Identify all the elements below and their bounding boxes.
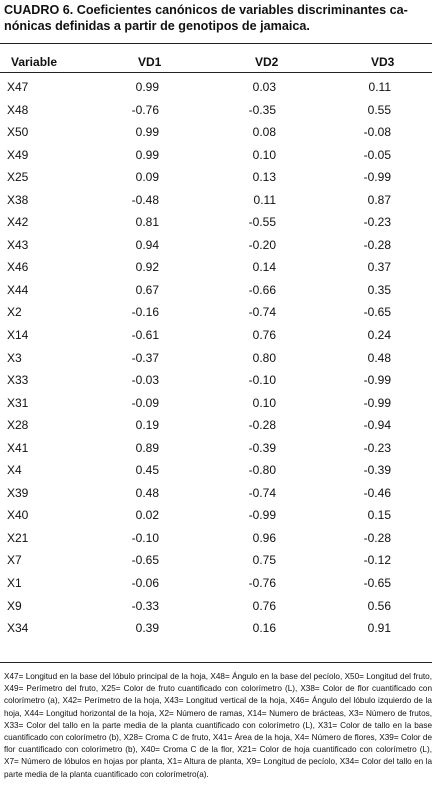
table-row xyxy=(0,125,432,148)
table-row xyxy=(0,170,432,193)
cell-vd1: -0.48 xyxy=(131,192,159,207)
cell-vd3: 0.56 xyxy=(367,598,391,613)
cell-vd3: -0.08 xyxy=(363,125,391,140)
cell-vd2: -0.35 xyxy=(248,102,276,117)
top-rule xyxy=(0,43,432,44)
cell-vd1: 0.19 xyxy=(135,418,159,433)
cell-variable: X3 xyxy=(7,350,22,365)
cell-vd1: 0.81 xyxy=(135,215,159,230)
cell-vd3: 0.24 xyxy=(367,328,391,343)
cell-vd2: 0.96 xyxy=(252,530,276,545)
cell-vd3: -0.99 xyxy=(363,395,391,410)
table-row xyxy=(0,103,432,126)
cell-vd3: 0.48 xyxy=(367,350,391,365)
cell-vd2: -0.74 xyxy=(248,485,276,500)
cell-variable: X42 xyxy=(7,215,29,230)
cell-vd3: -0.28 xyxy=(363,530,391,545)
table-row xyxy=(0,418,432,441)
cell-vd2: -0.99 xyxy=(248,508,276,523)
cell-variable: X38 xyxy=(7,192,29,207)
cell-vd2: -0.20 xyxy=(248,237,276,252)
cell-vd2: -0.66 xyxy=(248,282,276,297)
cell-vd3: -0.28 xyxy=(363,237,391,252)
table-row xyxy=(0,283,432,306)
cell-vd2: -0.74 xyxy=(248,305,276,320)
cell-vd1: 0.94 xyxy=(135,237,159,252)
cell-vd1: 0.99 xyxy=(135,147,159,162)
cell-vd1: -0.76 xyxy=(131,102,159,117)
cell-variable: X9 xyxy=(7,598,22,613)
table-row xyxy=(0,80,432,103)
cell-vd1: 0.89 xyxy=(135,440,159,455)
cell-vd1: -0.09 xyxy=(131,395,159,410)
cell-variable: X34 xyxy=(7,621,29,636)
cell-variable: X7 xyxy=(7,553,22,568)
cell-variable: X43 xyxy=(7,237,29,252)
cell-vd1: 0.99 xyxy=(135,125,159,140)
cell-vd3: 0.15 xyxy=(367,508,391,523)
cell-vd2: 0.11 xyxy=(253,192,276,207)
bottom-rule xyxy=(0,662,432,663)
cell-vd1: 0.99 xyxy=(135,80,159,94)
table-row xyxy=(0,553,432,576)
table-row xyxy=(0,396,432,419)
cell-variable: X47 xyxy=(7,80,29,94)
table-footnote: X47= Longitud en la base del lóbulo principal de la hoja, X48= Ángulo en la base del pecíolo, X50= Longitud del fruto, X49= Perímetro del fruto, X25= Color de fruto cuantificado con colorímetro (L), X38= Color de flor cuantificado con colorímetro (a), X42= Perímetro de la hoja, X43= Longitud vertical de la hoja, X46= Ángulo del lóbulo izquierdo de la hoja, X44= Longitud horizontal de la hoja, X2= Número de ramas, X14= Numero de brácteas, X3= Número de frutos, X33= Color del tallo en la parte media de la planta cuantificado con colorímetro (L), X31= Color de tallo en la base cuantificado con colorímetro (b), X28= Croma C de fruto, X41= Área de la hoja, X4= Número de flores, X39= Color de flor cuantificado con colorímetro (b), X40= Croma C de la flor, X21= Color de hoja cuantificado con colorímetro (L), X7= Número de lóbulos en hojas por planta, X1= Altura de planta, X9= Longitud de pecíolo, X34= Color del tallo en la parte media de la planta cuantificado con colorímetro(a). xyxy=(4,672,432,779)
table-row xyxy=(0,441,432,464)
table-row xyxy=(0,215,432,238)
cell-vd2: -0.28 xyxy=(248,418,276,433)
cell-vd2: -0.76 xyxy=(248,576,276,591)
header-rule xyxy=(0,72,432,73)
cell-vd2: -0.10 xyxy=(248,373,276,388)
cell-vd3: -0.99 xyxy=(363,170,391,185)
cell-vd3: 0.55 xyxy=(367,102,391,117)
table-title: CUADRO 6. Coeficientes canónicos de variables discriminantes ca-nónicas definidas a partir de genotipos de jamaica. xyxy=(4,3,408,33)
cell-vd1: 0.09 xyxy=(135,170,159,185)
cell-variable: X31 xyxy=(7,395,29,410)
cell-vd1: 0.39 xyxy=(135,621,159,636)
table-row xyxy=(0,351,432,374)
cell-vd1: -0.10 xyxy=(131,530,159,545)
cell-vd2: 0.76 xyxy=(252,598,276,613)
table-row xyxy=(0,328,432,351)
cell-variable: X44 xyxy=(7,282,29,297)
cell-variable: X14 xyxy=(7,328,29,343)
cell-vd1: 0.45 xyxy=(135,463,159,478)
cell-vd2: -0.80 xyxy=(248,463,276,478)
cell-vd3: -0.94 xyxy=(363,418,391,433)
cell-variable: X46 xyxy=(7,260,29,275)
cell-vd1: 0.48 xyxy=(135,485,159,500)
cell-vd3: -0.99 xyxy=(363,373,391,388)
cell-vd1: 0.67 xyxy=(135,282,159,297)
cell-vd2: -0.39 xyxy=(248,440,276,455)
cell-vd2: 0.03 xyxy=(252,80,276,94)
cell-variable: X48 xyxy=(7,102,29,117)
cell-vd3: -0.65 xyxy=(363,576,391,591)
cell-vd3: -0.46 xyxy=(363,485,391,500)
table-row xyxy=(0,238,432,261)
table-row xyxy=(0,599,432,622)
cell-vd1: -0.37 xyxy=(131,350,159,365)
cell-variable: X50 xyxy=(7,125,29,140)
cell-vd1: -0.61 xyxy=(131,328,159,343)
cell-vd2: 0.13 xyxy=(252,170,276,185)
cell-vd3: 0.37 xyxy=(367,260,391,275)
cell-vd3: 0.91 xyxy=(367,621,391,636)
table-row xyxy=(0,305,432,328)
cell-vd2: 0.10 xyxy=(252,395,276,410)
cell-variable: X4 xyxy=(7,463,22,478)
cell-vd2: 0.14 xyxy=(252,260,276,275)
cell-variable: X49 xyxy=(7,147,29,162)
cell-variable: X1 xyxy=(7,576,22,591)
cell-vd1: 0.02 xyxy=(135,508,159,523)
cell-vd2: 0.10 xyxy=(252,147,276,162)
table-row xyxy=(0,148,432,171)
table-row xyxy=(0,508,432,531)
cell-vd2: 0.80 xyxy=(252,350,276,365)
header-vd3: VD3 xyxy=(371,55,395,69)
cell-variable: X41 xyxy=(7,440,29,455)
cell-vd3: -0.12 xyxy=(363,553,391,568)
cell-vd3: -0.39 xyxy=(363,463,391,478)
cell-vd3: 0.11 xyxy=(368,80,391,94)
cell-variable: X25 xyxy=(7,170,29,185)
table-body xyxy=(0,80,432,644)
cell-variable: X33 xyxy=(7,373,29,388)
header-variable: Variable xyxy=(11,55,58,69)
cell-vd2: 0.08 xyxy=(252,125,276,140)
cell-vd2: 0.16 xyxy=(252,621,276,636)
cell-vd3: 0.87 xyxy=(367,192,391,207)
table-row xyxy=(0,486,432,509)
table-row xyxy=(0,373,432,396)
table-row xyxy=(0,576,432,599)
cell-vd3: -0.23 xyxy=(363,440,391,455)
cell-variable: X40 xyxy=(7,508,29,523)
cell-variable: X28 xyxy=(7,418,29,433)
header-vd1: VD1 xyxy=(138,55,162,69)
cell-variable: X21 xyxy=(7,530,29,545)
table-row xyxy=(0,621,432,644)
cell-vd2: -0.55 xyxy=(248,215,276,230)
cell-vd1: 0.92 xyxy=(135,260,159,275)
cell-vd3: 0.35 xyxy=(367,282,391,297)
cell-vd1: -0.33 xyxy=(131,598,159,613)
cell-vd1: -0.65 xyxy=(131,553,159,568)
cell-variable: X39 xyxy=(7,485,29,500)
cell-vd1: -0.03 xyxy=(131,373,159,388)
header-vd2: VD2 xyxy=(255,55,279,69)
cell-variable: X2 xyxy=(7,305,22,320)
table-row xyxy=(0,531,432,554)
cell-vd3: -0.23 xyxy=(363,215,391,230)
cell-vd3: -0.65 xyxy=(363,305,391,320)
cell-vd2: 0.76 xyxy=(252,328,276,343)
table-row xyxy=(0,463,432,486)
cell-vd1: -0.06 xyxy=(131,576,159,591)
cell-vd1: -0.16 xyxy=(131,305,159,320)
table-row xyxy=(0,260,432,283)
table-row xyxy=(0,193,432,216)
cell-vd2: 0.75 xyxy=(252,553,276,568)
cell-vd3: -0.05 xyxy=(363,147,391,162)
